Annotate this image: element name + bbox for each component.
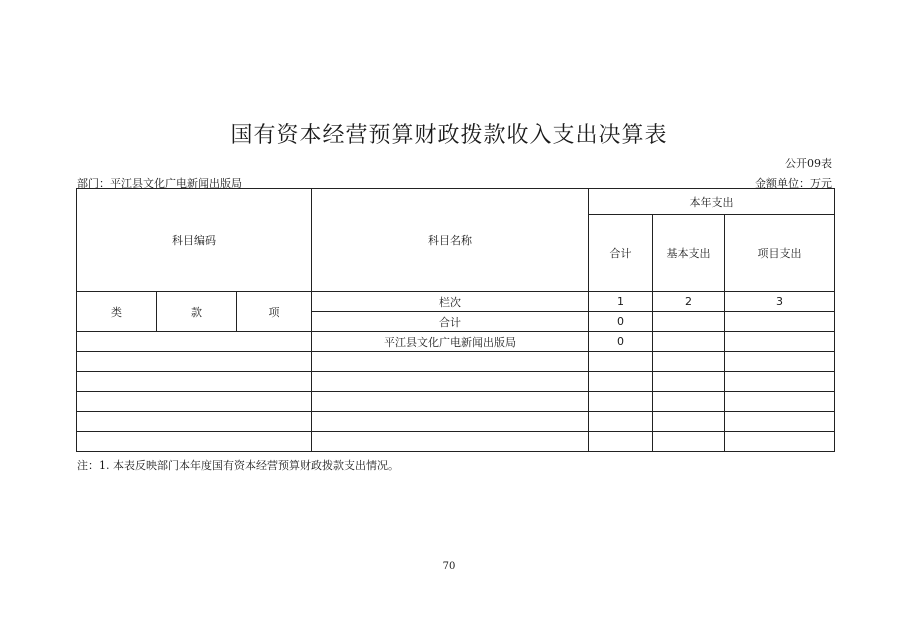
row-basic (653, 332, 725, 352)
row-code (77, 332, 312, 352)
header-column-order: 栏次 (312, 292, 589, 312)
empty-cell (312, 392, 589, 412)
header-total: 合计 (589, 215, 653, 292)
total-row-total: 0 (589, 312, 653, 332)
empty-cell (589, 352, 653, 372)
empty-row (77, 392, 835, 412)
total-row-project (725, 312, 835, 332)
empty-row (77, 412, 835, 432)
empty-cell (653, 392, 725, 412)
header-basic-expense: 基本支出 (653, 215, 725, 292)
empty-cell (77, 412, 312, 432)
empty-cell (725, 432, 835, 452)
empty-cell (312, 412, 589, 432)
header-subject-name: 科目名称 (312, 189, 589, 292)
row-name: 平江县文化广电新闻出版局 (312, 332, 589, 352)
amount-unit-label: 金额单位：万元 (755, 177, 832, 190)
row-total: 0 (589, 332, 653, 352)
empty-row (77, 432, 835, 452)
column-index-2: 2 (653, 292, 725, 312)
empty-cell (653, 372, 725, 392)
empty-row (77, 352, 835, 372)
total-row-basic (653, 312, 725, 332)
header-category: 类 (77, 292, 157, 332)
total-row-label: 合计 (312, 312, 589, 332)
empty-cell (725, 412, 835, 432)
empty-cell (312, 432, 589, 452)
page-number: 70 (442, 561, 456, 572)
header-project-expense: 项目支出 (725, 215, 835, 292)
header-section: 款 (157, 292, 237, 332)
report-title: 国有资本经营预算财政拨款收入支出决算表 (230, 123, 668, 148)
expenditure-table (76, 188, 835, 452)
row-project (725, 332, 835, 352)
department-label: 部门：平江县文化广电新闻出版局 (77, 177, 242, 190)
header-current-year-expense: 本年支出 (589, 189, 835, 215)
column-index-3: 3 (725, 292, 835, 312)
empty-cell (653, 432, 725, 452)
form-number: 公开09表 (785, 157, 832, 170)
empty-cell (653, 412, 725, 432)
empty-cell (77, 352, 312, 372)
header-item: 项 (237, 292, 312, 332)
empty-cell (653, 352, 725, 372)
empty-cell (725, 372, 835, 392)
empty-cell (77, 392, 312, 412)
empty-cell (589, 372, 653, 392)
table-row (77, 332, 835, 352)
empty-cell (77, 372, 312, 392)
footnote: 注：1. 本表反映部门本年度国有资本经营预算财政拨款支出情况。 (77, 459, 399, 472)
empty-cell (312, 352, 589, 372)
empty-cell (589, 432, 653, 452)
empty-cell (77, 432, 312, 452)
header-subject-code: 科目编码 (77, 189, 312, 292)
empty-cell (312, 372, 589, 392)
empty-cell (589, 392, 653, 412)
empty-cell (725, 392, 835, 412)
empty-cell (589, 412, 653, 432)
empty-row (77, 372, 835, 392)
column-index-1: 1 (589, 292, 653, 312)
empty-cell (725, 352, 835, 372)
